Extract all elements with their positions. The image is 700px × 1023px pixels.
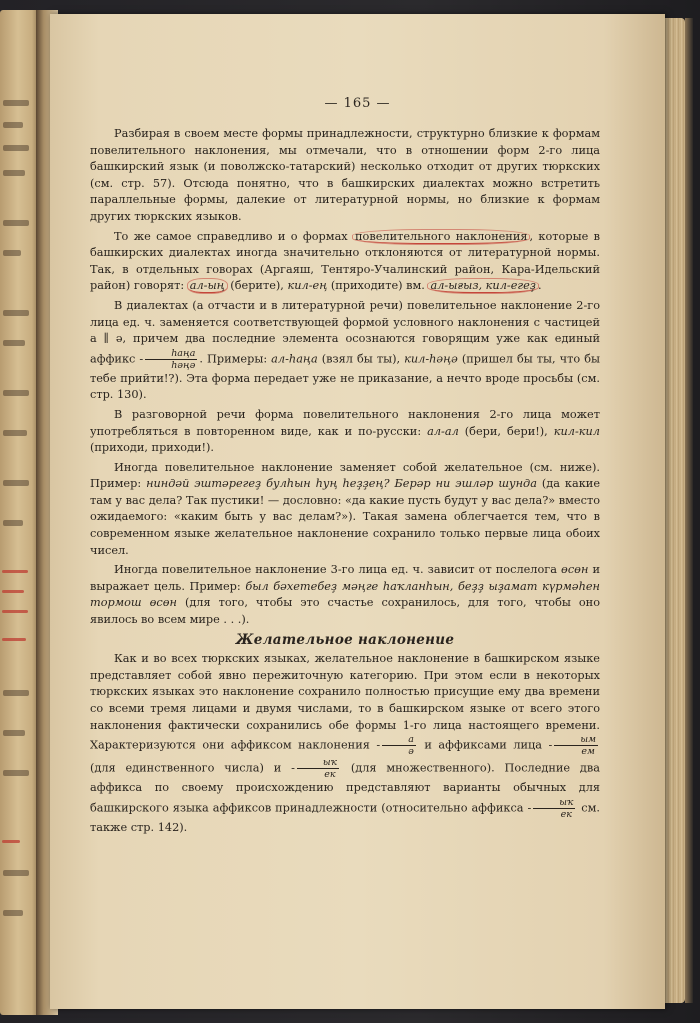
page-number: — 165 —	[324, 96, 391, 111]
text-run: һаңа	[145, 348, 197, 360]
text-run: (приходите) вм.	[327, 279, 429, 293]
text-run: Как и во всех тюркских языках, желательное наклонение в башкирском языке представляет собой явно пережиточную категорию. При этом если в некоторых тюркских языках это наклонение сохранило полностью присущие ему два времени со всеми тремя лицами и двумя числами, то в башкирском языке от всего этого наклонения фактически сохранились обе формы 1-го лица настоящего времени. Характеризуются они аффиксом наклонения -	[90, 652, 600, 752]
affix-fraction	[297, 757, 339, 780]
page-body	[90, 126, 600, 839]
book-page	[50, 14, 665, 1009]
text-run: а	[382, 734, 416, 746]
text-run: (пришел бы ты, что бы тебе прийти!?). Эта форма передает уже не приказание, а нечто вроде просьбы (см. стр. 130).	[90, 352, 600, 402]
paragraph	[90, 229, 600, 295]
text-run: , которые в башкирских диалектах иногда значительно отклоняются от литературной нормы. Так, в отдельных говорах (Аргаяш, Тентяро-Учалинский район, Кара-Идельский район) говорят:	[90, 229, 600, 293]
italic-example: ниндәй эштәрегеҙ булһын һуң һеҙҙең? Берәр ни эшләр шунда	[146, 477, 537, 491]
text-run: и выражает цель. Пример:	[90, 563, 600, 593]
text-run: ым	[554, 734, 598, 746]
text-run: Иногда повелительное наклонение 3-го лица ед. ч. зависит от послелога	[114, 563, 562, 577]
italic-example: был бәхетебеҙ мәңге һаҡланһын, беҙҙ ыҙамат күрмәһен тормош өсөн	[90, 579, 600, 610]
italic-example: ал-ығыз, кил-егеҙ	[430, 279, 536, 293]
previous-page-edge	[0, 10, 40, 1015]
text-run: Разбирая в своем месте формы принадлежности, структурно близкие к формам повелительного наклонения, мы отмечали, что в отношении форм 2-го лица башкирский язык (и поволжско-татарский) несколько отходит от других тюркских (см. стр. 57). Отсюда понятно, что в башкирских диалектах можно встретить параллельные формы, далекие от литературной нормы, но близкие к формам других тюркских языков.	[90, 127, 600, 223]
text-run: ыҡ	[297, 757, 339, 769]
text-run: В диалектах (а отчасти и в литературной речи) повелительное наклонение 2-го лица ед. ч. заменяется соответствующей формой условного наклонения с частицей а ∥ ә, причем два последние элемента осознаются говорящим уже как единый аффикс -	[90, 298, 600, 366]
italic-example: өсөн	[561, 563, 589, 577]
text-run: (берите),	[226, 279, 288, 293]
italic-example: кил-кил	[553, 424, 600, 438]
paragraph	[90, 651, 600, 836]
affix-fraction	[145, 348, 197, 371]
text-run: һәңә	[171, 359, 196, 371]
text-run: (для единственного числа) и -	[90, 761, 295, 775]
text-run: ем	[581, 746, 595, 758]
text-run: . Примеры:	[199, 352, 272, 366]
paragraph	[90, 126, 600, 226]
text-run: Иногда повелительное наклонение заменяет собой желательное (см. ниже). Пример:	[90, 460, 600, 491]
text-run: (бери, бери!),	[458, 424, 554, 438]
text-run: ыҡ	[533, 797, 575, 809]
paragraph	[90, 460, 600, 560]
italic-example: ал-һаңа	[271, 352, 318, 366]
text-run: (взял бы ты),	[317, 352, 405, 366]
text-run: (для того, чтобы это счастье сохранилось, для того, чтобы оно явилось во всем мире . . .).	[90, 596, 600, 627]
italic-example: кил-һәңә	[404, 352, 458, 366]
paragraph	[90, 562, 600, 628]
text-run: (да какие там у вас дела? Так пустики! — дословно: «да какие пусть будут у вас дела?» вместо ожидаемого: «каким быть у вас делам?»). Такая замена облегчается тем, что в современном языке желательное наклонение сохранило только первые лица обоих чисел.	[90, 477, 601, 557]
italic-example: ал-ың	[189, 279, 225, 293]
section-title: Желательное наклонение	[235, 631, 455, 648]
affix-fraction	[382, 734, 416, 757]
text-run: В разговорной речи форма повелительного наклонения 2-го лица может употребляться в повторенном виде, как и по-русски:	[90, 407, 600, 438]
text-run: (для множественного). Последние два аффикса по своему происхождению представляют варианты обычных для башкирского языка аффиксов принадлежности (относительно аффикса -	[90, 761, 600, 815]
text-run: ә	[408, 746, 414, 758]
text-run: (приходи, приходи!).	[90, 441, 215, 455]
red-underline-mark: повелительного наклонения	[355, 229, 528, 243]
text-run: То же самое справедливо и о формах	[114, 229, 354, 243]
paragraph	[90, 407, 600, 457]
affix-fraction	[533, 797, 575, 820]
text-run: .	[537, 279, 542, 293]
italic-example: кил-ең	[287, 279, 328, 293]
italic-example: ал-ал	[427, 424, 459, 438]
text-run: ек	[324, 769, 336, 781]
affix-fraction	[554, 734, 598, 757]
paragraph	[90, 298, 600, 404]
text-run: и аффиксами лица -	[417, 738, 553, 752]
text-run: см. также стр. 142).	[90, 801, 600, 834]
text-run: ек	[560, 808, 572, 820]
